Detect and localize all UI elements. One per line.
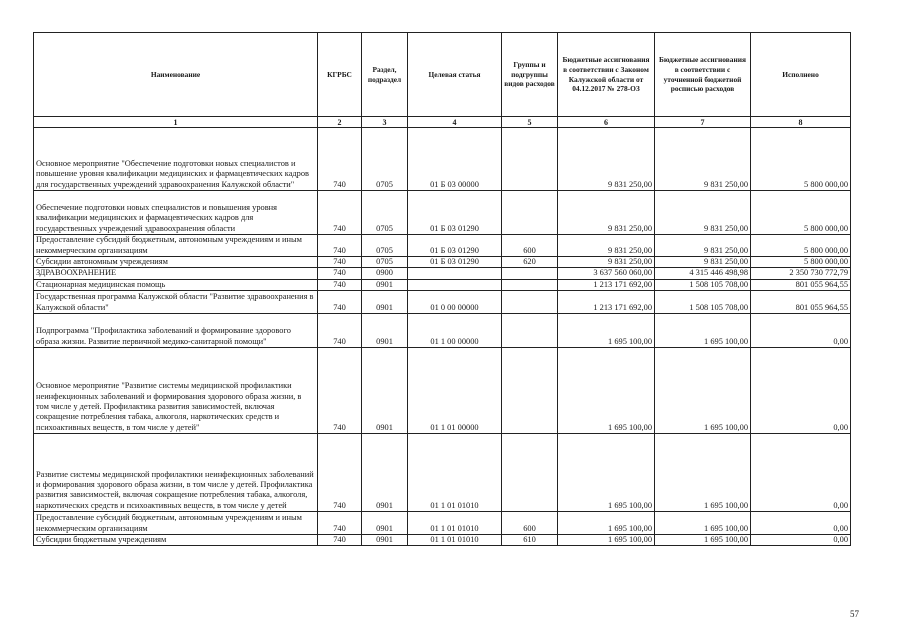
row-section: 0901 xyxy=(362,279,408,290)
header-row xyxy=(34,33,851,117)
row-refined: 1 695 100,00 xyxy=(655,534,751,545)
row-target: 01 Б 03 00000 xyxy=(408,128,502,191)
column-number: 6 xyxy=(558,117,655,128)
row-executed: 0,00 xyxy=(751,511,851,534)
row-section: 0901 xyxy=(362,534,408,545)
row-executed: 801 055 964,55 xyxy=(751,279,851,290)
column-number: 1 xyxy=(34,117,318,128)
row-group xyxy=(502,290,558,313)
row-target: 01 1 01 00000 xyxy=(408,347,502,433)
row-group xyxy=(502,347,558,433)
row-section: 0901 xyxy=(362,511,408,534)
table-row xyxy=(34,235,851,257)
table-row xyxy=(34,279,851,290)
row-kgrbs: 740 xyxy=(318,257,362,268)
row-name: Субсидии автономным учреждениям xyxy=(34,257,318,268)
row-target xyxy=(408,268,502,279)
header-name: Наименование xyxy=(34,33,318,117)
row-section: 0901 xyxy=(362,290,408,313)
column-number: 3 xyxy=(362,117,408,128)
row-law: 1 695 100,00 xyxy=(558,534,655,545)
row-law: 1 213 171 692,00 xyxy=(558,290,655,313)
table-row xyxy=(34,290,851,313)
row-kgrbs: 740 xyxy=(318,534,362,545)
header-law: Бюджетные ассигнования в соответствии с Законом Калужской области от 04.12.2017 № 278-ОЗ xyxy=(558,33,655,117)
row-name: Предоставление субсидий бюджетным, автономным учреждениям и иным некоммерческим организациям xyxy=(34,511,318,534)
row-law: 1 695 100,00 xyxy=(558,347,655,433)
row-law: 1 695 100,00 xyxy=(558,433,655,511)
row-target: 01 1 01 01010 xyxy=(408,433,502,511)
column-number: 5 xyxy=(502,117,558,128)
row-target: 01 Б 03 01290 xyxy=(408,257,502,268)
row-law: 1 695 100,00 xyxy=(558,511,655,534)
row-name: Обеспечение подготовки новых специалистов и повышения уровня квалификации медицинских и фармацевтических кадров для государственных учреждений здравоохранения области xyxy=(34,191,318,235)
column-number: 8 xyxy=(751,117,851,128)
row-group xyxy=(502,128,558,191)
row-refined: 4 315 446 498,98 xyxy=(655,268,751,279)
row-group xyxy=(502,268,558,279)
row-name: Развитие системы медицинской профилактики неинфекционных заболеваний и формирования здорового образа жизни, в том числе у детей. Профилактика развития зависимостей, включая сокращение потребления табака, алкоголя, наркотических средств и психоактивных веществ, в том числе у детей xyxy=(34,433,318,511)
row-target xyxy=(408,279,502,290)
row-target: 01 Б 03 01290 xyxy=(408,191,502,235)
row-law: 1 213 171 692,00 xyxy=(558,279,655,290)
header-kgrbs: КГРБС xyxy=(318,33,362,117)
header-refined: Бюджетные ассигнования в соответствии с уточненной бюджетной росписью расходов xyxy=(655,33,751,117)
row-executed: 0,00 xyxy=(751,534,851,545)
row-law: 9 831 250,00 xyxy=(558,128,655,191)
row-refined: 1 695 100,00 xyxy=(655,313,751,347)
row-section: 0705 xyxy=(362,257,408,268)
row-target: 01 1 01 01010 xyxy=(408,534,502,545)
row-section: 0705 xyxy=(362,128,408,191)
header-section: Раздел, подраздел xyxy=(362,33,408,117)
budget-table xyxy=(33,32,851,546)
row-executed: 5 800 000,00 xyxy=(751,235,851,257)
row-refined: 1 508 105 708,00 xyxy=(655,290,751,313)
row-group: 600 xyxy=(502,511,558,534)
row-name: ЗДРАВООХРАНЕНИЕ xyxy=(34,268,318,279)
row-target: 01 Б 03 01290 xyxy=(408,235,502,257)
row-kgrbs: 740 xyxy=(318,433,362,511)
row-kgrbs: 740 xyxy=(318,313,362,347)
row-kgrbs: 740 xyxy=(318,235,362,257)
row-law: 9 831 250,00 xyxy=(558,235,655,257)
row-group xyxy=(502,313,558,347)
row-name: Субсидии бюджетным учреждениям xyxy=(34,534,318,545)
row-refined: 1 695 100,00 xyxy=(655,511,751,534)
row-group xyxy=(502,433,558,511)
row-refined: 9 831 250,00 xyxy=(655,128,751,191)
row-group xyxy=(502,279,558,290)
row-name: Подпрограмма "Профилактика заболеваний и формирование здорового образа жизни. Развитие первичной медико-санитарной помощи" xyxy=(34,313,318,347)
header-executed: Исполнено xyxy=(751,33,851,117)
row-refined: 1 695 100,00 xyxy=(655,433,751,511)
row-kgrbs: 740 xyxy=(318,511,362,534)
row-name: Государственная программа Калужской области "Развитие здравоохранения в Калужской области" xyxy=(34,290,318,313)
row-name: Стационарная медицинская помощь xyxy=(34,279,318,290)
row-law: 9 831 250,00 xyxy=(558,191,655,235)
row-kgrbs: 740 xyxy=(318,347,362,433)
row-refined: 9 831 250,00 xyxy=(655,257,751,268)
row-executed: 0,00 xyxy=(751,433,851,511)
table-row xyxy=(34,313,851,347)
header-group: Группы и подгруппы видов расходов xyxy=(502,33,558,117)
page-number: 57 xyxy=(850,609,859,619)
row-executed: 0,00 xyxy=(751,347,851,433)
row-law: 9 831 250,00 xyxy=(558,257,655,268)
column-number: 4 xyxy=(408,117,502,128)
row-refined: 9 831 250,00 xyxy=(655,191,751,235)
row-target: 01 1 00 00000 xyxy=(408,313,502,347)
row-executed: 5 800 000,00 xyxy=(751,128,851,191)
column-number-row xyxy=(34,117,851,128)
row-executed: 2 350 730 772,79 xyxy=(751,268,851,279)
header-target: Целевая статья xyxy=(408,33,502,117)
table-row xyxy=(34,128,851,191)
row-name: Предоставление субсидий бюджетным, автономным учреждениям и иным некоммерческим организациям xyxy=(34,235,318,257)
row-target: 01 1 01 01010 xyxy=(408,511,502,534)
row-law: 3 637 560 060,00 xyxy=(558,268,655,279)
column-number: 2 xyxy=(318,117,362,128)
row-executed: 5 800 000,00 xyxy=(751,191,851,235)
row-kgrbs: 740 xyxy=(318,290,362,313)
row-target: 01 0 00 00000 xyxy=(408,290,502,313)
row-executed: 0,00 xyxy=(751,313,851,347)
row-name: Основное мероприятие "Обеспечение подготовки новых специалистов и повышение уровня квалификации медицинских и фармацевтических кадров для государственных учреждений здравоохранения Калужской области" xyxy=(34,128,318,191)
row-group xyxy=(502,191,558,235)
table-row xyxy=(34,433,851,511)
row-refined: 9 831 250,00 xyxy=(655,235,751,257)
row-executed: 5 800 000,00 xyxy=(751,257,851,268)
row-name: Основное мероприятие "Развитие системы медицинской профилактики неинфекционных заболеваний и формирования здорового образа жизни, в том числе у детей. Профилактика развития зависимостей, включая сокращение потребления табака, алкоголя, наркотических средств и психоактивных веществ, в том числе у детей" xyxy=(34,347,318,433)
row-kgrbs: 740 xyxy=(318,279,362,290)
column-number: 7 xyxy=(655,117,751,128)
row-section: 0901 xyxy=(362,347,408,433)
row-section: 0901 xyxy=(362,433,408,511)
table-row xyxy=(34,534,851,545)
row-kgrbs: 740 xyxy=(318,128,362,191)
table-row xyxy=(34,511,851,534)
row-section: 0705 xyxy=(362,235,408,257)
row-group: 610 xyxy=(502,534,558,545)
table-row xyxy=(34,191,851,235)
row-section: 0705 xyxy=(362,191,408,235)
row-group: 620 xyxy=(502,257,558,268)
row-group: 600 xyxy=(502,235,558,257)
row-kgrbs: 740 xyxy=(318,191,362,235)
row-section: 0900 xyxy=(362,268,408,279)
row-law: 1 695 100,00 xyxy=(558,313,655,347)
row-refined: 1 695 100,00 xyxy=(655,347,751,433)
table-row xyxy=(34,347,851,433)
row-section: 0901 xyxy=(362,313,408,347)
table-row xyxy=(34,257,851,268)
table-row xyxy=(34,268,851,279)
row-refined: 1 508 105 708,00 xyxy=(655,279,751,290)
row-executed: 801 055 964,55 xyxy=(751,290,851,313)
row-kgrbs: 740 xyxy=(318,268,362,279)
